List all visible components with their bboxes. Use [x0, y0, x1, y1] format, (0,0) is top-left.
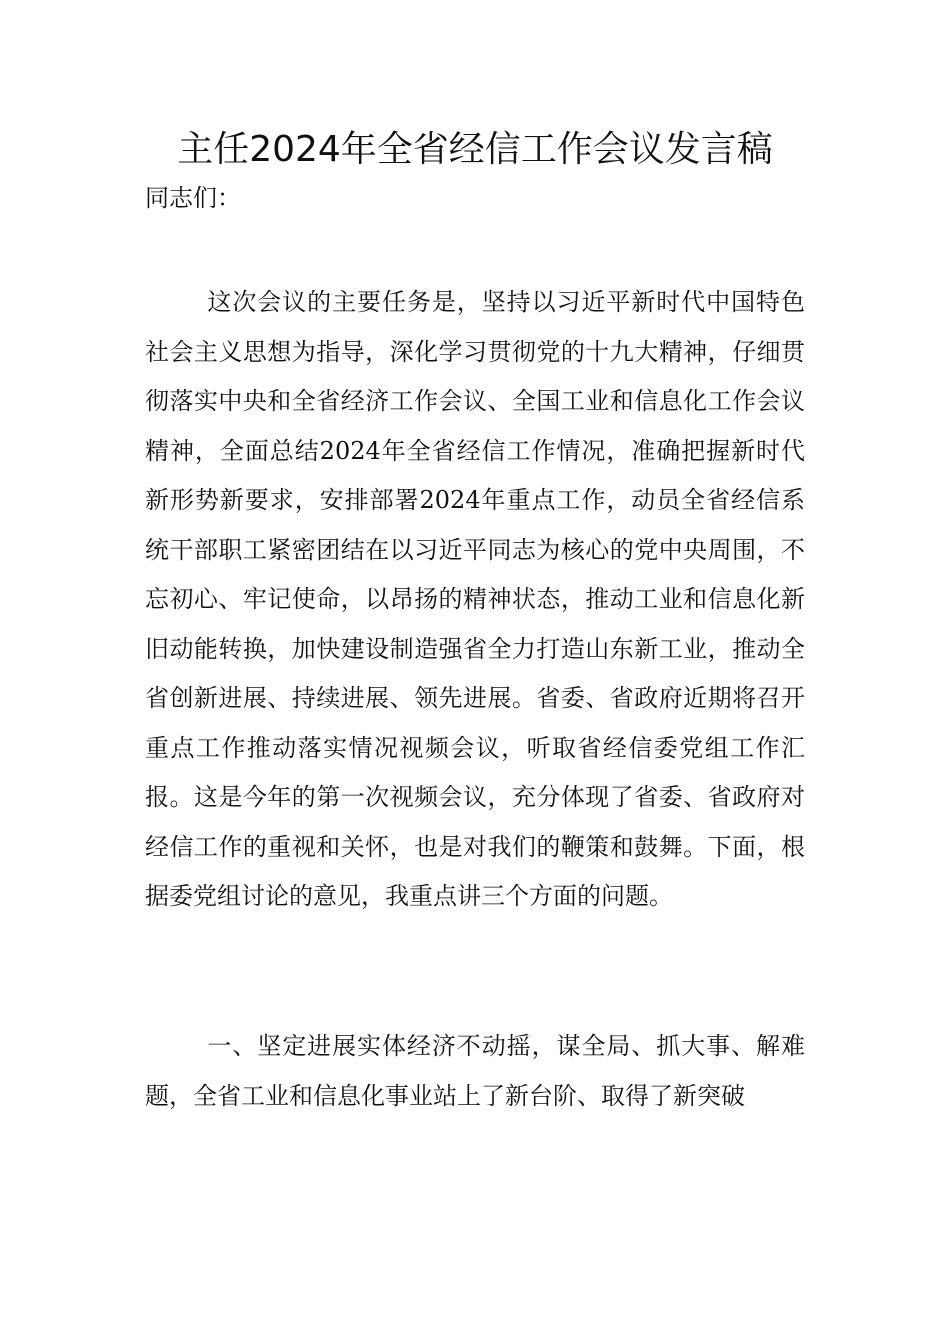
salutation: 同志们： — [145, 184, 241, 212]
body-paragraph-intro: 这次会议的主要任务是，坚持以习近平新时代中国特色社会主义思想为指导，深化学习贯彻党的十九大精神，仔细贯彻落实中央和全省经济工作会议、全国工业和信息化工作会议精神，全面总结2024年全省经信工作情况，准确把握新时代新形势新要求，安排部署2024年重点工作，动员全省经信系统干部职工紧密团结在以习近平同志为核心的党中央周围，不忘初心、牢记使命，以昂扬的精神状态，推动工业和信息化新旧动能转换，加快建设制造强省全力打造山东新工业，推动全省创新进展、持续进展、领先进展。省委、省政府近期将召开重点工作推动落实情况视频会议，听取省经信委党组工作汇报。这是今年的第一次视频会议，充分体现了省委、省政府对经信工作的重视和关怀，也是对我们的鞭策和鼓舞。下面，根据委党组讨论的意见，我重点讲三个方面的问题。 — [145, 288, 805, 910]
section-heading-one: 一、坚定进展实体经济不动摇，谋全局、抓大事、解难题，全省工业和信息化事业站上了新台阶、取得了新突破 — [145, 1032, 805, 1110]
document-title: 主任2024年全省经信工作会议发言稿 — [177, 129, 773, 170]
